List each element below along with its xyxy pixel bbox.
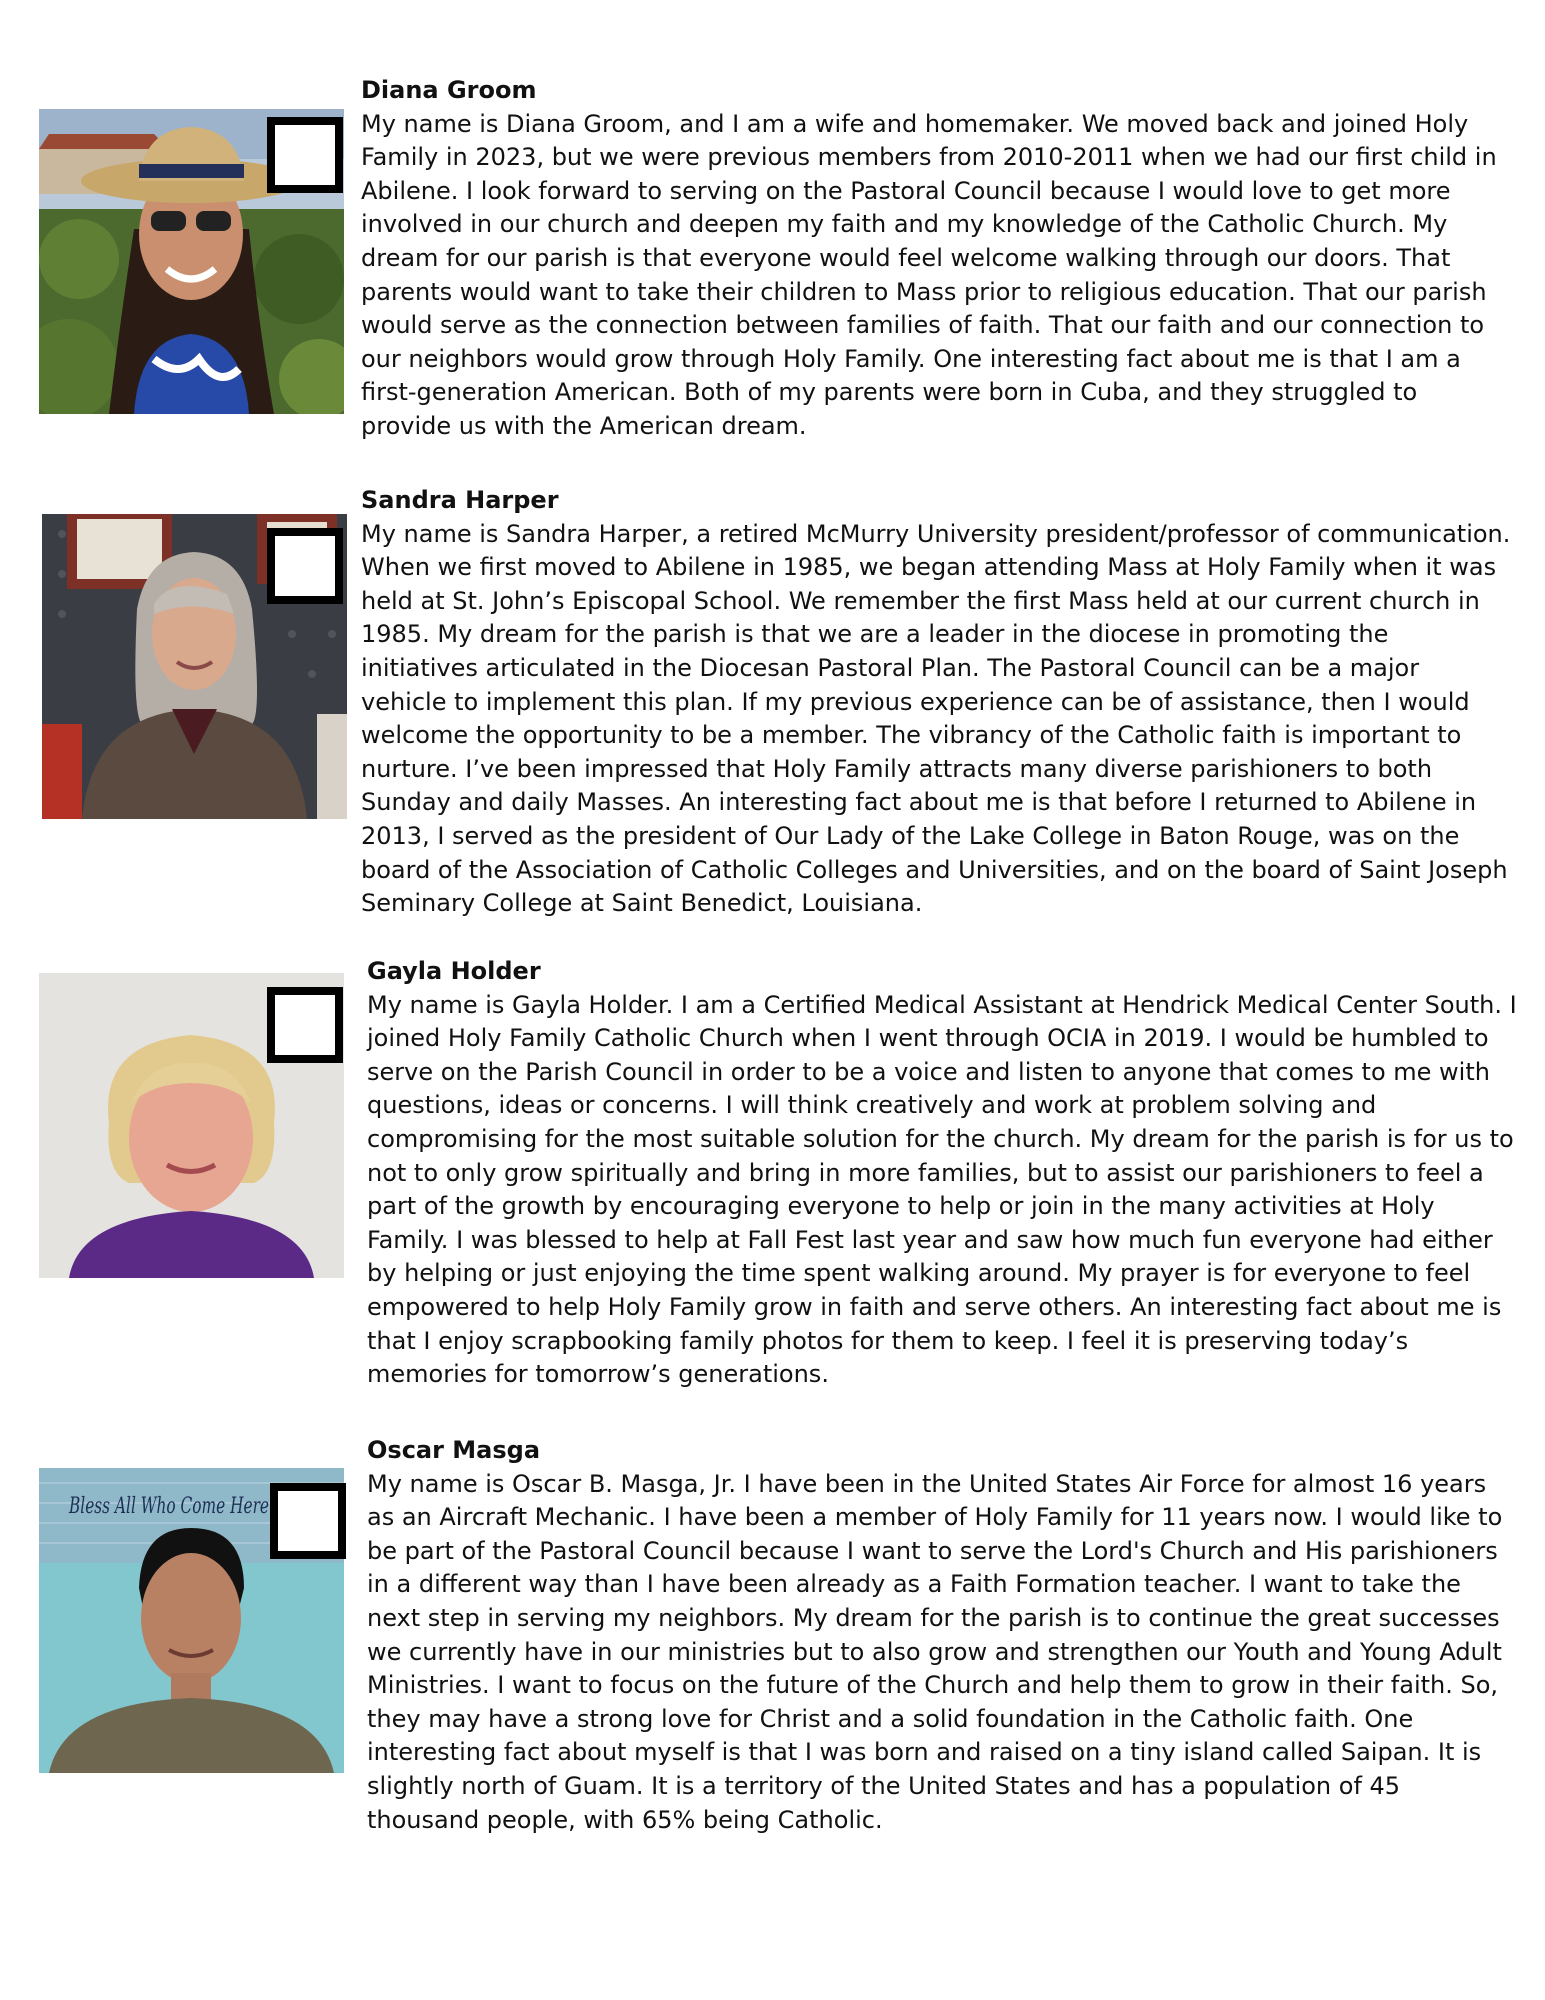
candidate-name: Gayla Holder <box>367 957 541 985</box>
candidate-bio: My name is Gayla Holder. I am a Certified Medical Assistant at Hendrick Medical Center South. I joined Holy Family Catholic Church when I went through OCIA in 2019. I would be humbled to serve on the Parish Council in order to be a voice and listen to anyone that comes to me with questions, ideas or concerns. I will think creatively and work at problem solving and compromising for the most suitable solution for the church. My dream for the parish is for us to not to only grow spiritually and bring in more families, but to assist our parishioners to feel a part of the growth by encouraging everyone to help or join in the many activities at Holy Family. I was blessed to help at Fall Fest last year and saw how much fun everyone had either by helping or just enjoying the time spent walking around. My prayer is for everyone to feel empowered to help Holy Family grow in faith and serve others. An interesting fact about me is that I enjoy scrapbooking family photos for them to keep. I feel it is preserving today’s memories for tomorrow’s generations. <box>367 990 1517 1389</box>
selection-checkbox[interactable] <box>270 1483 346 1559</box>
candidate-name: Oscar Masga <box>367 1436 541 1464</box>
candidate-bio: My name is Sandra Harper, a retired McMurry University president/professor of communication. When we first moved to Abilene in 1985, we began attending Mass at Holy Family when it was held at St. John’s Episcopal School. We remember the first Mass held at our current church in 1985. My dream for the parish is that we are a leader in the diocese in promoting the initiatives articulated in the Diocesan Pastoral Plan. The Pastoral Council can be a major vehicle to implement this plan. If my previous experience can be of assistance, then I would welcome the opportunity to be a member. The vibrancy of the Catholic faith is important to nurture. I’ve been impressed that Holy Family attracts many diverse parishioners to both Sunday and daily Masses. An interesting fact about me is that before I returned to Abilene in 2013, I served as the president of Our Lady of the Lake College in Baton Rouge, was on the board of the Association of Catholic Colleges and Universities, and on the board of Saint Joseph Seminary College at Saint Benedict, Louisiana. <box>361 519 1511 918</box>
selection-checkbox[interactable] <box>267 987 343 1063</box>
selection-checkbox[interactable] <box>267 117 343 193</box>
candidate-text-block <box>367 1434 1517 1837</box>
candidate-name: Sandra Harper <box>361 486 559 514</box>
candidate-text-block <box>361 74 1511 444</box>
candidate-text-block <box>361 484 1511 921</box>
candidate-name: Diana Groom <box>361 76 537 104</box>
candidate-text-block <box>367 955 1517 1392</box>
candidate-bio: My name is Oscar B. Masga, Jr. I have been in the United States Air Force for almost 16 years as an Aircraft Mechanic. I have been a member of Holy Family for 11 years now. I would like to be part of the Pastoral Council because I want to serve the Lord's Church and His parishioners in a different way than I have been already as a Faith Formation teacher. I want to take the next step in serving my neighbors. My dream for the parish is to continue the great successes we currently have in our ministries but to also grow and strengthen our Youth and Young Adult Ministries. I want to focus on the future of the Church and help them to grow in their faith. So, they may have a strong love for Christ and a solid foundation in the Catholic faith. One interesting fact about myself is that I was born and raised on a tiny island called Saipan. It is slightly north of Guam. It is a territory of the United States and has a population of 45 thousand people, with 65% being Catholic. <box>367 1469 1503 1834</box>
photo-sign-text: Bless All Who Come Here <box>68 1494 269 1519</box>
candidate-bio: My name is Diana Groom, and I am a wife and homemaker. We moved back and joined Holy Family in 2023, but we were previous members from 2010-2011 when we had our first child in Abilene. I look forward to serving on the Pastoral Council because I would love to get more involved in our church and deepen my faith and my knowledge of the Catholic Church. My dream for our parish is that everyone would feel welcome walking through our doors. That parents would want to take their children to Mass prior to religious education. That our parish would serve as the connection between families of faith. That our faith and our connection to our neighbors would grow through Holy Family. One interesting fact about me is that I am a first-generation American. Both of my parents were born in Cuba, and they struggled to provide us with the American dream. <box>361 109 1497 440</box>
selection-checkbox[interactable] <box>267 528 343 604</box>
